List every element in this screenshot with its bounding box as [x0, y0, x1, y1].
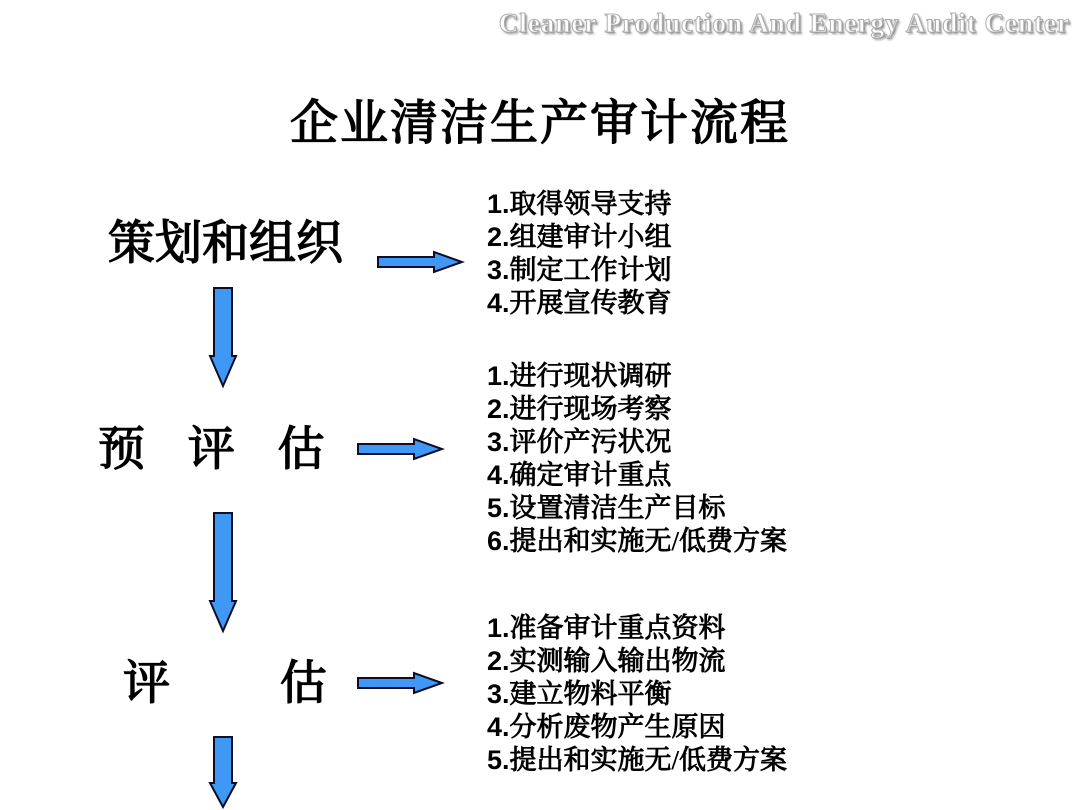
- slide-title: 企业清洁生产审计流程: [289, 97, 790, 150]
- item-number: 3.: [487, 427, 510, 457]
- list-item: [487, 188, 672, 221]
- list-item: [487, 393, 787, 426]
- down-arrow-icon: [209, 287, 237, 387]
- item-number: 4.: [487, 712, 510, 742]
- item-text: 准备审计重点资料: [509, 613, 726, 643]
- item-text: 分析废物产生原因: [509, 712, 726, 742]
- down-arrow-icon: [209, 512, 237, 632]
- item-text: 制定工作计划: [509, 255, 672, 285]
- list-item: [487, 711, 787, 744]
- item-number: 1.: [487, 361, 510, 391]
- item-number: 2.: [487, 646, 510, 676]
- right-arrow-icon: [377, 251, 463, 273]
- list-item: [487, 645, 787, 678]
- stage-label-planning-organization: 策划和组织: [108, 218, 343, 270]
- list-item: [487, 360, 787, 393]
- list-item: [487, 612, 787, 645]
- item-number: 4.: [487, 288, 510, 318]
- item-text: 建立物料平衡: [509, 679, 672, 709]
- stage-label-pre-assessment: 预 评 估: [98, 424, 325, 476]
- item-text: 组建审计小组: [509, 222, 672, 252]
- list-item: [487, 492, 787, 525]
- stage3-step-list: [487, 612, 787, 777]
- list-item: [487, 287, 672, 320]
- item-text: 评价产污状况: [509, 427, 672, 457]
- item-text: 提出和实施无/低费方案: [509, 745, 788, 775]
- stage2-step-list: [487, 360, 787, 558]
- item-number: 6.: [487, 526, 510, 556]
- item-number: 5.: [487, 745, 510, 775]
- list-item: [487, 744, 787, 777]
- list-item: [487, 254, 672, 287]
- down-arrow-icon: [209, 736, 237, 808]
- item-number: 2.: [487, 222, 510, 252]
- right-arrow-icon: [357, 672, 443, 694]
- watermark-brand-text: Cleaner Production And Energy Audit Center: [498, 8, 1070, 38]
- item-text: 进行现状调研: [509, 361, 672, 391]
- item-text: 确定审计重点: [509, 460, 672, 490]
- stage-label-assessment: 评 估: [123, 658, 327, 710]
- item-text: 实测输入输出物流: [509, 646, 726, 676]
- item-number: 5.: [487, 493, 510, 523]
- item-number: 2.: [487, 394, 510, 424]
- list-item: [487, 221, 672, 254]
- item-number: 3.: [487, 255, 510, 285]
- list-item: [487, 426, 787, 459]
- list-item: [487, 525, 787, 558]
- item-text: 开展宣传教育: [509, 288, 672, 318]
- list-item: [487, 459, 787, 492]
- item-number: 1.: [487, 613, 510, 643]
- item-text: 取得领导支持: [509, 189, 672, 219]
- item-text: 设置清洁生产目标: [509, 493, 726, 523]
- item-text: 进行现场考察: [509, 394, 672, 424]
- right-arrow-icon: [357, 438, 443, 460]
- list-item: [487, 678, 787, 711]
- item-number: 3.: [487, 679, 510, 709]
- item-number: 4.: [487, 460, 510, 490]
- item-number: 1.: [487, 189, 510, 219]
- item-text: 提出和实施无/低费方案: [509, 526, 788, 556]
- stage1-step-list: [487, 188, 672, 320]
